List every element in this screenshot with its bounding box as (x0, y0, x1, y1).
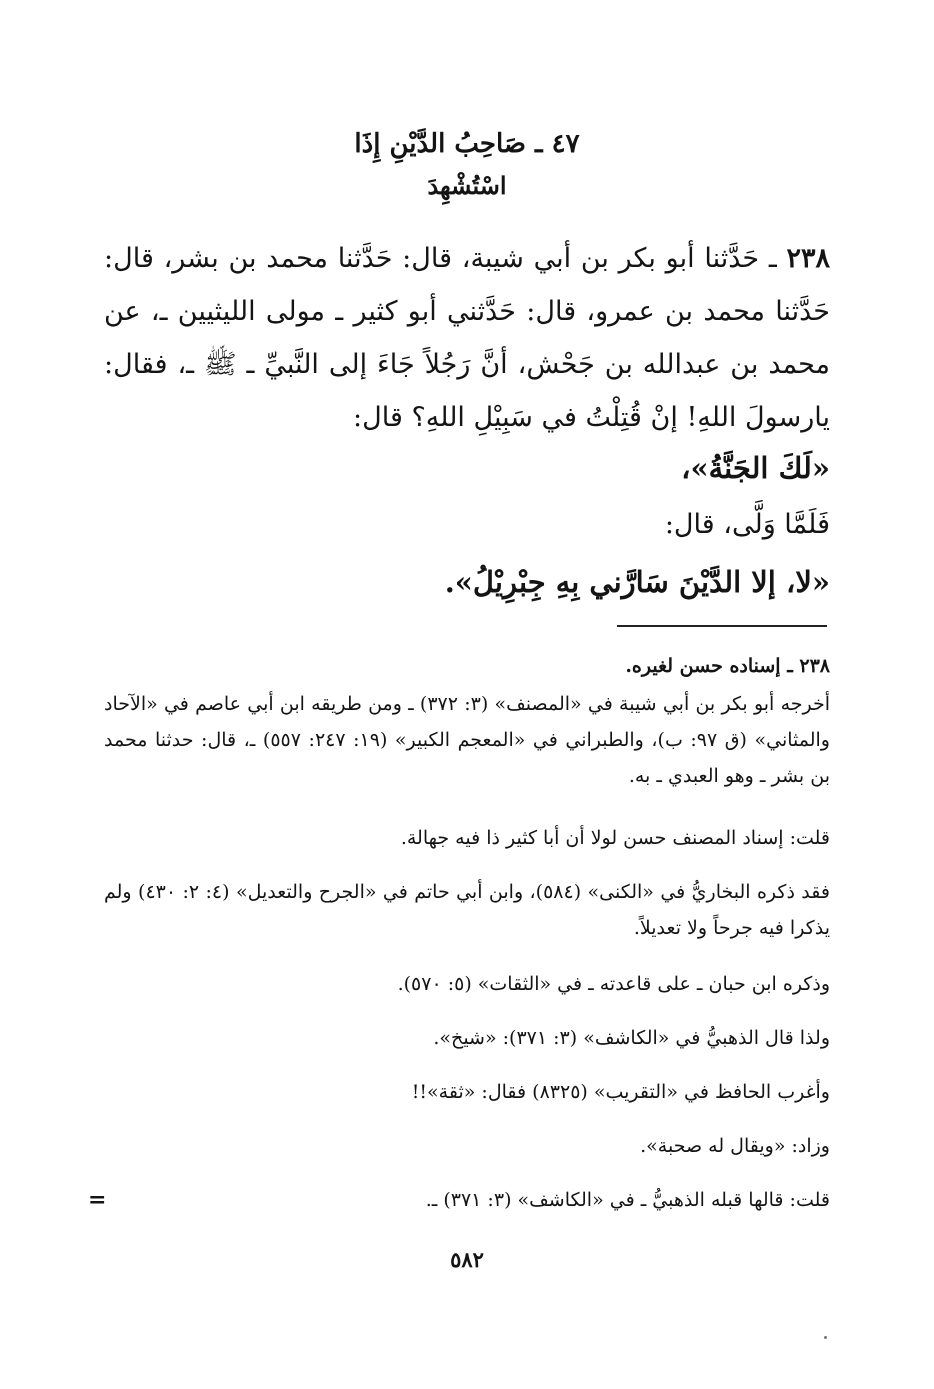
chapter-title-line1: ٤٧ ـ صَاحِبُ الدَّيْنِ إِذَا (354, 129, 580, 159)
footnote-separator (617, 625, 827, 627)
footnote-paragraph-1: أخرجه أبو بكر بن أبي شيبة في «المصنف» (٣: ٣٧٢) ـ ومن طريقه ابن أبي عاصم في «الآحاد والمثاني» (ق ٩٧: ب)، والطبراني في «المعجم الكبير» (١٩: ٢٤٧: ٥٥٧) ـ، قال: حدثنا محمد بن بشر ـ وهو العبدي ـ به. (104, 693, 831, 787)
chapter-title-line2: اسْتُشْهِدَ (427, 171, 507, 200)
page-number: ٥٨٢ (450, 1247, 484, 1272)
footnote-paragraph-7: وزاد: «ويقال له صحبة». (640, 1135, 830, 1157)
hadith-quote-1: «لَكَ الجَنَّةُ»، (681, 451, 830, 485)
footnote-paragraph-3: فقد ذكره البخاريُّ في «الكنى» (٥٨٤)، وابن أبي حاتم في «الجرح والتعديل» (٤: ٢: ٤٣٠) ولم يذكرا فيه جرحاً ولا تعديلاً. (104, 881, 830, 939)
footnote-paragraph-6: وأغرب الحافظ في «التقريب» (٨٣٢٥) فقال: «ثقة»!! (411, 1081, 830, 1103)
hadith-body (104, 232, 830, 444)
footnote-paragraph-4: وذكره ابن حبان ـ على قاعدته ـ في «الثقات» (٥: ٥٧٠). (397, 973, 830, 995)
scan-speck (824, 1336, 827, 1339)
hadith-text: ـ حَدَّثنا أبو بكر بن أبي شيبة، قال: حَدَّثنا محمد بن بشر، قال: حَدَّثنا محمد بن عمرو، قال: حَدَّثني أبو كثير ـ مولى الليثيين ـ، عن محمد بن عبدالله بن جَحْش، أنَّ رَجُلاً جَاءَ إلى النَّبيِّ ـ ﷺ ـ، فقال: يارسولَ اللهِ! إنْ قُتِلْتُ في سَبِيْلِ اللهِ؟ قال: (104, 243, 830, 433)
hadith-number: ٢٣٨ (786, 243, 830, 274)
hadith-narration-line: فَلَمَّا وَلَّى، قال: (664, 509, 830, 540)
footnote-paragraph-5: ولذا قال الذهبيُّ في «الكاشف» (٣: ٣٧١): «شيخ». (433, 1027, 830, 1049)
footnote-continuation-mark: = (88, 1187, 107, 1213)
footnote-paragraph-2: قلت: إسناد المصنف حسن لولا أن أبا كثير ذا فيه جهالة. (400, 827, 830, 849)
footnote-heading: ٢٣٨ ـ إسناده حسن لغيره. (625, 655, 830, 677)
footnote-paragraph-8: قلت: قالها قبله الذهبيُّ ـ في «الكاشف» (٣: ٣٧١) ـ. (425, 1189, 830, 1211)
hadith-quote-2: «لا، إلا الدَّيْنَ سَارَّني بِهِ جِبْرِيْلُ». (444, 565, 830, 599)
